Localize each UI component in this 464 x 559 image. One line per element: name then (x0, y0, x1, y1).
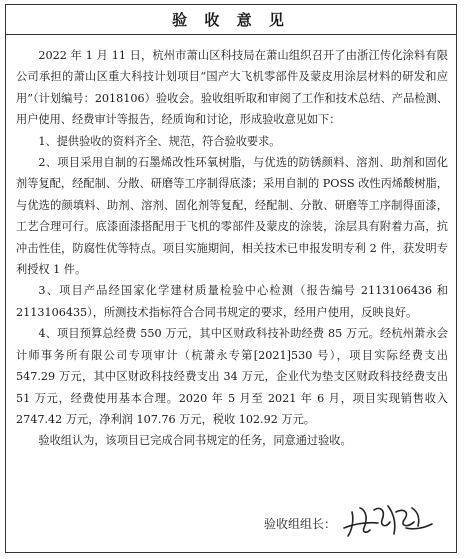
acceptance-opinion-sheet (5, 4, 457, 553)
item-1-paragraph: 1、提供验收的资料齐全、规范，符合验收要求。 (38, 134, 281, 148)
item-2-paragraph: 2、项目采用自制的石墨烯改性环氧树脂，与优选的防锈颜料、溶剂、助剂和固化剂等复配，经配制、分散、研磨等工序制得底漆；采用自制的 POSS 改性丙烯酸树脂，与优选的颜填料、助剂、溶剂、固化剂等复配，经配制、分散、研磨等工序制得面漆，工艺合理可行。底漆面漆搭配用于飞机的零部件及蒙皮的涂装，涂层具有附着力高，抗冲击性佳，防腐性优等特点。项目实施期间，相关技术已申报发明专利 2 件，获发明专利授权 1 件。 (16, 156, 448, 277)
conclusion-paragraph: 验收组认为，该项目已完成合同书规定的任务，同意通过验收。 (38, 434, 352, 448)
intro-paragraph: 2022 年 1 月 11 日，杭州市萧山区科技局在萧山组织召开了由浙江传化涂料有限公司承担的萧山区重大科技计划项目“国产大飞机零部件及蒙皮用涂层材料的研发和应用”（计划编号：2018106）验收会。验收组听取和审阅了工作和技术总结、产品检测、用户使用、经费审计等报告，经质询和讨论，形成验收意见如下： (16, 49, 448, 127)
document-body (16, 45, 448, 452)
handwritten-signature (340, 498, 438, 540)
title-row (6, 5, 456, 35)
document-title: 验 收 意 见 (172, 11, 290, 29)
sign-label: 验收组组长： (263, 517, 336, 531)
item-4-paragraph: 4、项目预算总经费 550 万元，其中区财政科技补助经费 85 万元。经杭州萧永会计师事务所有限公司专项审计（杭萧永专第[2021]530 号），项目实际经费支出 547.29 万元，其中区财政科技经费支出 34 万元，企业代为垫支区财政科技经费支出 51 万元，经费使用基本合理。2020 年 5 月至 2021 年 6 月，项目实现销售收入 2747.42 万元，净利润 107.76 万元，税收 102.92 万元。 (16, 327, 448, 426)
signature-row (264, 498, 438, 540)
item-3-paragraph: 3、项目产品经国家化学建材质量检验中心检测（报告编号 2113106436 和 2113106435），所测技术指标符合合同书规定的要求，经用户使用，反映良好。 (16, 284, 448, 319)
